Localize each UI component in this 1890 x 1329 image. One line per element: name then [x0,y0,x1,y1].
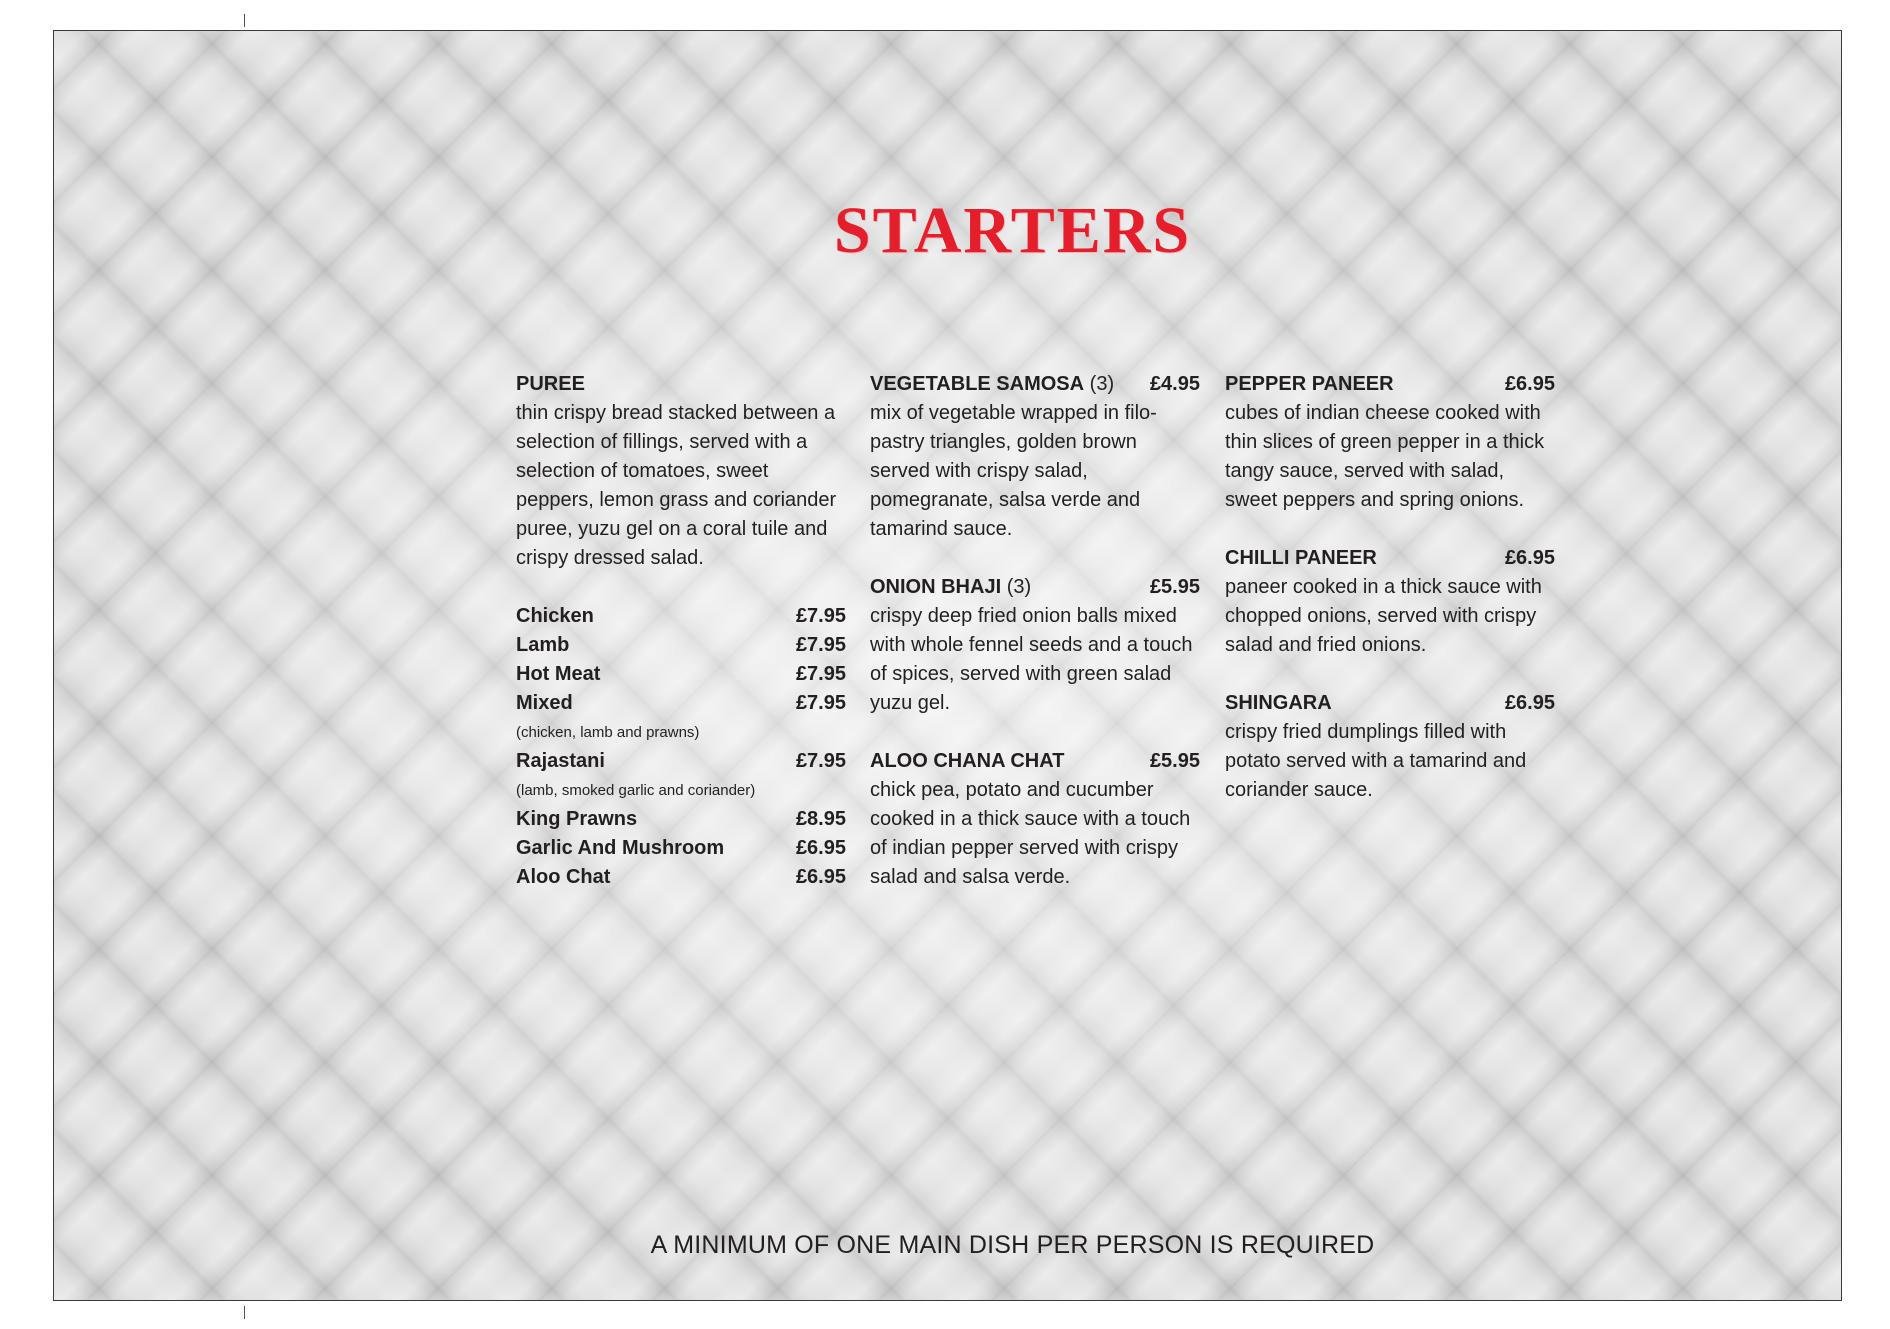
option-row [516,602,846,631]
item-header [870,573,1200,602]
menu-item [870,370,1200,544]
item-description: cubes of indian cheese cooked with thin slices of green pepper in a thick tangy sauce, served with salad, sweet peppers and spring onions. [1225,402,1545,511]
item-price: £6.95 [1504,373,1555,395]
option-row [516,747,846,776]
option-row [516,631,846,660]
footer-note: A MINIMUM OF ONE MAIN DISH PER PERSON IS REQUIRED [650,1231,1375,1259]
item-name: CHILLI PANEER [1225,547,1377,569]
item-price: £4.95 [1149,373,1200,395]
option-price: £8.95 [795,808,846,830]
item-header [1225,689,1555,718]
option-name: King Prawns [516,808,638,830]
option-name: Rajastani [516,750,605,772]
item-name: PUREE [516,373,585,395]
page-title: STARTERS [833,194,1192,267]
item-header [516,370,846,399]
item-description: thin crispy bread stacked between a selection of fillings, served with a selection of tomatoes, sweet peppers, lemon grass and coriander puree, yuzu gel on a coral tuile and crispy dressed salad. [516,402,837,569]
item-description: paneer cooked in a thick sauce with chopped onions, served with crispy salad and fried onions. [1225,576,1542,656]
option-price: £7.95 [795,750,846,772]
option-name: Aloo Chat [516,866,611,888]
option-name: Garlic And Mushroom [516,837,725,859]
menu-item [1225,689,1555,805]
option-row [516,863,846,892]
item-header [870,747,1200,776]
option-price: £7.95 [795,634,846,656]
item-price: £5.95 [1149,576,1200,598]
menu-item [870,747,1200,892]
option-name: Mixed [516,692,573,714]
option-price: £7.95 [795,605,846,627]
item-quantity: (3) [1006,576,1032,598]
item-name: VEGETABLE SAMOSA [870,373,1085,395]
option-row [516,689,846,718]
menu-column-3 [1225,370,1555,834]
option-note: (lamb, smoked garlic and coriander) [516,782,756,799]
item-description: crispy fried dumplings filled with potato served with a tamarind and coriander sauce. [1225,721,1527,801]
crop-mark-bottom [244,1306,245,1319]
puree-options-list [516,602,846,892]
item-price: £6.95 [1504,692,1555,714]
item-title [870,573,1031,602]
option-price: £6.95 [795,837,846,859]
option-price: £7.95 [795,663,846,685]
item-title [870,747,1064,776]
menu-item [870,573,1200,718]
option-name: Chicken [516,605,594,627]
item-name: SHINGARA [1225,692,1332,714]
option-name: Hot Meat [516,663,601,685]
option-note: (chicken, lamb and prawns) [516,724,700,741]
item-header [1225,370,1555,399]
item-description: mix of vegetable wrapped in filo-pastry triangles, golden brown served with crispy salad, pomegranate, salsa verde and tamarind sauce. [870,402,1157,540]
item-title [870,370,1114,399]
item-description: chick pea, potato and cucumber cooked in a thick sauce with a touch of indian pepper served with crispy salad and salsa verde. [870,779,1191,888]
menu-item [1225,544,1555,660]
item-name: PEPPER PANEER [1225,373,1394,395]
option-row [516,805,846,834]
item-price: £6.95 [1504,547,1555,569]
option-name: Lamb [516,634,570,656]
item-quantity: (3) [1089,373,1115,395]
item-price: £5.95 [1149,750,1200,772]
crop-mark-top [244,14,245,27]
item-name: ONION BHAJI [870,576,1002,598]
menu-page [53,30,1842,1301]
item-name: ALOO CHANA CHAT [870,750,1065,772]
menu-item [1225,370,1555,515]
menu-column-puree [516,370,846,892]
option-price: £7.95 [795,692,846,714]
menu-column-2 [870,370,1200,921]
item-header [1225,544,1555,573]
option-price: £6.95 [795,866,846,888]
item-description: crispy deep fried onion balls mixed with whole fennel seeds and a touch of spices, served with green salad yuzu gel. [870,605,1193,714]
option-row [516,834,846,863]
option-row [516,660,846,689]
item-header [870,370,1200,399]
